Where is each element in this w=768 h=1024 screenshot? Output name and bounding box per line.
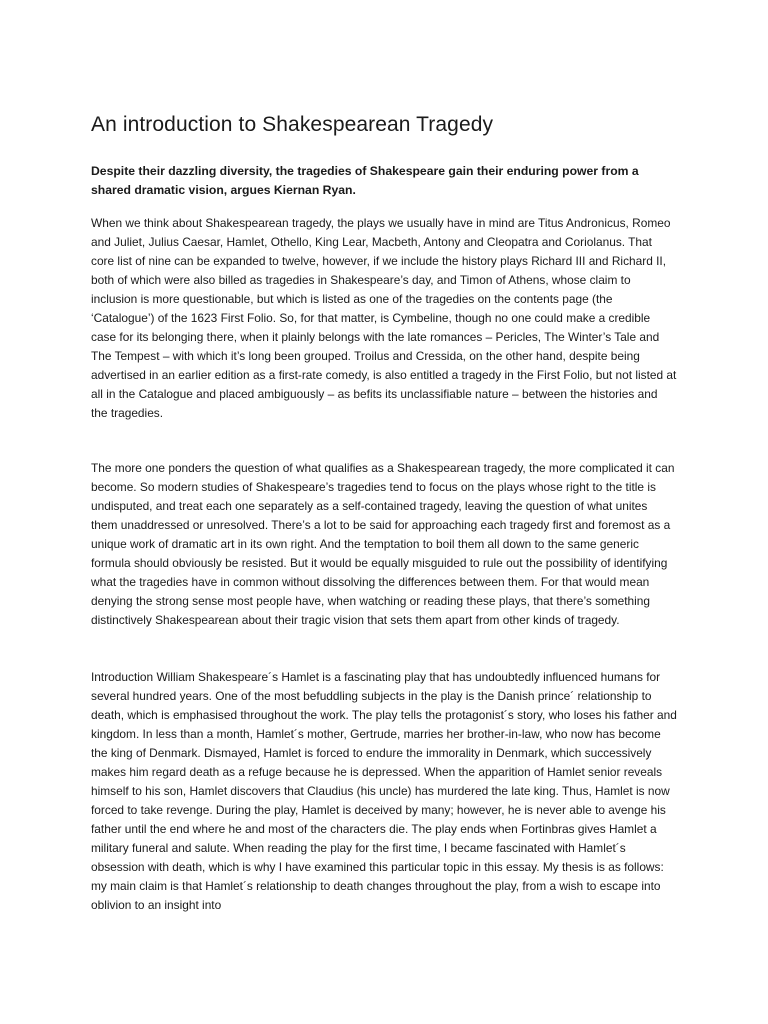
article-lede: Despite their dazzling diversity, the tragedies of Shakespeare gain their enduring power from a shared dramatic vision, argues Kiernan Ryan. — [91, 164, 639, 197]
paragraph-what-qualifies: The more one ponders the question of what qualifies as a Shakespearean tragedy, the more complicated it can become. So modern studies of Shakespeare’s tragedies tend to focus on the plays whose right to the title is undisputed, and treat each one separately as a self-contained tragedy, leaving the question of what unites them unaddressed or unresolved. There’s a lot to be said for approaching each tragedy first and foremost as a unique work of dramatic art in its own right. And the temptation to boil them all down to the same generic formula should obviously be resisted. But it would be equally misguided to rule out the possibility of identifying what the tragedies have in common without dissolving the differences between them. For that would mean denying the strong sense most people have, when watching or reading these plays, that there’s something distinctively Shakespearean about their tragic vision that sets them apart from other kinds of tragedy. — [91, 461, 675, 627]
paragraph-hamlet-introduction: Introduction William Shakespeare´s Hamlet is a fascinating play that has undoubtedly influenced humans for several hundred years. One of the most befuddling subjects in the play is the Danish prince´ relationship to death, which is emphasised throughout the work. The play tells the protagonist´s story, who loses his father and kingdom. In less than a month, Hamlet´s mother, Gertrude, marries her brother-in-law, who now has become the king of Denmark. Dismayed, Hamlet is forced to endure the immorality in Denmark, which successively makes him regard death as a refuge because he is depressed. When the apparition of Hamlet senior reveals himself to his son, Hamlet discovers that Claudius (his uncle) has murdered the late king. Thus, Hamlet is now forced to take revenge. During the play, Hamlet is deceived by many; however, he is never able to avenge his father until the end where he and most of the characters die. The play ends when Fortinbras gives Hamlet a military funeral and salute. When reading the play for the first time, I became fascinated with Hamlet´s obsession with death, which is why I have examined this particular topic in this essay. My thesis is as follows: my main claim is that Hamlet´s relationship to death changes throughout the play, from a wish to escape into oblivion to an insight into — [91, 670, 677, 912]
article-title: An introduction to Shakespearean Tragedy — [91, 113, 494, 136]
paragraph-core-tragedies: When we think about Shakespearean tragedy, the plays we usually have in mind are Titus Andronicus, Romeo and Juliet, Julius Caesar, Hamlet, Othello, King Lear, Macbeth, Antony and Cleopatra and Coriolanus. That core list of nine can be expanded to twelve, however, if we include the history plays Richard III and Richard II, both of which were also billed as tragedies in Shakespeare’s day, and Timon of Athens, whose claim to inclusion is more questionable, but which is listed as one of the tragedies on the contents page (the ‘Catalogue’) of the 1623 First Folio. So, for that matter, is Cymbeline, though no one could make a credible case for its belonging there, when it plainly belongs with the late romances – Pericles, The Winter’s Tale and The Tempest – with which it’s long been grouped. Troilus and Cressida, on the other hand, despite being advertised in an earlier edition as a first-rate comedy, is also entitled a tragedy in the First Folio, but not listed at all in the Catalogue and placed ambiguously – as befits its unclassifiable nature – between the histories and the tragedies. — [91, 216, 677, 420]
document-page — [91, 110, 677, 915]
